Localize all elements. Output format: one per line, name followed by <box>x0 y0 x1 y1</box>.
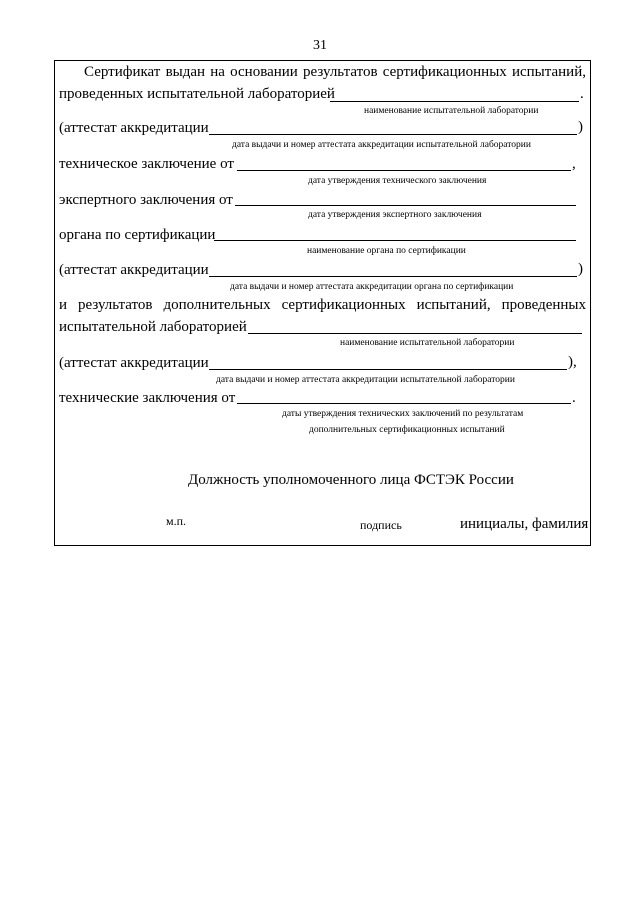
signature-label: подпись <box>360 518 402 532</box>
authorized-person-position: Должность уполномоченного лица ФСТЭК России <box>188 472 514 488</box>
accreditation-label-3: (аттестат аккредитации <box>59 355 209 371</box>
tech-conclusions-caption-1: даты утверждения технических заключений по результатам <box>282 409 524 419</box>
accreditation-close-3: ), <box>568 354 577 370</box>
tech-conclusions-label: технические заключения от <box>59 390 236 406</box>
lab-accreditation-field[interactable] <box>209 134 577 135</box>
accreditation-label-1: (аттестат аккредитации <box>59 120 209 136</box>
tech-conclusion-caption: дата утверждения технического заключения <box>308 176 487 186</box>
tech-conclusion-end: , <box>572 156 576 172</box>
accreditation-close-1: ) <box>578 119 583 135</box>
cert-body-label: органа по сертификации <box>59 227 216 243</box>
lab-name-caption: наименование испытательной лаборатории <box>364 106 539 116</box>
expert-conclusion-caption: дата утверждения экспертного заключения <box>308 210 482 220</box>
expert-conclusion-date-field[interactable] <box>235 205 576 206</box>
cert-body-accreditation-field[interactable] <box>209 276 577 277</box>
accreditation-label-2: (аттестат аккредитации <box>59 262 209 278</box>
additional-tests-line-1: и результатов дополнительных сертификационных испытаний, проведенных <box>59 297 586 313</box>
additional-lab-accreditation-field[interactable] <box>209 369 567 370</box>
accreditation-close-2: ) <box>578 261 583 277</box>
additional-tests-line-2: испытательной лабораторией <box>59 319 247 335</box>
additional-lab-name-caption: наименование испытательной лаборатории <box>340 338 515 348</box>
lab-name-field[interactable] <box>330 101 579 102</box>
cert-body-caption: наименование органа по сертификации <box>307 246 466 256</box>
expert-conclusion-label: экспертного заключения от <box>59 192 233 208</box>
cert-body-accreditation-caption: дата выдачи и номер аттестата аккредитации органа по сертификации <box>230 282 514 292</box>
tech-conclusions-end: . <box>572 390 576 406</box>
page-number: 31 <box>313 38 327 53</box>
tech-conclusion-date-field[interactable] <box>237 170 571 171</box>
lab-accreditation-caption: дата выдачи и номер аттестата аккредитации испытательной лаборатории <box>232 140 531 150</box>
intro-line-2: проведенных испытательной лабораторией <box>59 86 335 102</box>
stamp-place-label: м.п. <box>166 514 187 528</box>
tech-conclusions-caption-2: дополнительных сертификационных испытаний <box>309 425 505 435</box>
additional-lab-accreditation-caption: дата выдачи и номер аттестата аккредитации испытательной лаборатории <box>216 375 515 385</box>
tech-conclusions-date-field[interactable] <box>237 403 571 404</box>
intro-line-2-end: . <box>580 86 584 102</box>
intro-line-1: Сертификат выдан на основании результатов сертификационных испытаний, <box>84 64 586 80</box>
initials-surname-label: инициалы, фамилия <box>460 516 589 532</box>
tech-conclusion-label: техническое заключение от <box>59 156 234 172</box>
cert-body-name-field[interactable] <box>214 240 576 241</box>
additional-lab-name-field[interactable] <box>248 333 582 334</box>
